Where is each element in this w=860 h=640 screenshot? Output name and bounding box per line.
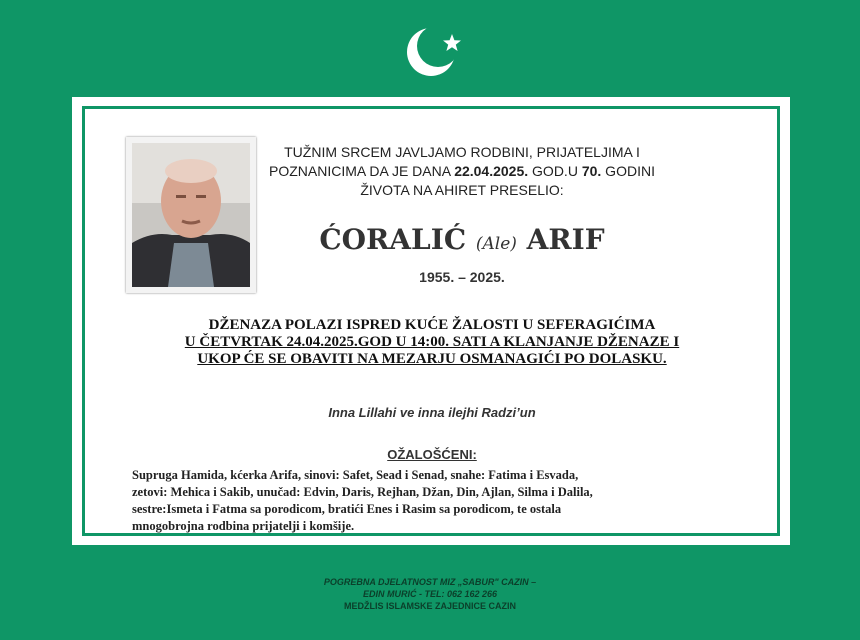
funeral-line-1: DŽENAZA POLAZI ISPRED KUĆE ŽALOSTI U SEFERAGIĆIMA — [208, 317, 656, 333]
mourners-title: OŽALOŠĆENI: — [387, 447, 477, 462]
intro-line-2-end: GODINI — [601, 163, 655, 179]
crescent-star-icon — [405, 22, 461, 78]
first-name: ARIF — [526, 223, 605, 256]
intro-line-3: ŽIVOTA NA AHIRET PRESELIO: — [360, 182, 564, 198]
life-years: 1955. – 2025. — [419, 269, 505, 285]
funeral-line-2: U ČETVRTAK 24.04.2025.GOD U 14:00. SATI A KLANJANJE DŽENAZE I — [184, 334, 680, 350]
age: 70. — [581, 163, 602, 179]
funeral-info — [112, 317, 752, 368]
funeral-service-footer — [230, 576, 630, 612]
funeral-line-3: UKOP ĆE SE OBAVITI NA MEZARJU OSMANAGIĆI PO DOLASKU. — [197, 351, 667, 367]
surname: ĆORALIĆ — [319, 223, 467, 256]
deceased-photo — [126, 137, 256, 293]
intro-line-1: TUŽNIM SRCEM JAVLJAMO RODBINI, PRIJATELJIMA I — [284, 144, 640, 160]
footer-line-1: POGREBNA DJELATNOST MIZ „SABUR" CAZIN – — [323, 577, 537, 587]
mourners-line-4: mnogobrojna rodbina prijatelji i komšije. — [132, 519, 355, 533]
prayer-text: Inna Lillahi ve inna ilejhi Radzi’un — [328, 405, 536, 420]
footer-line-3: MEDŽLIS ISLAMSKE ZAJEDNICE CAZIN — [343, 601, 516, 611]
intro-line-2-mid: GOD.U — [528, 163, 582, 179]
announcement-text — [262, 143, 662, 200]
footer-line-2: EDIN MURIĆ - TEL: 062 162 266 — [362, 589, 498, 599]
mourners-list — [132, 467, 732, 535]
mourners-line-1: Supruga Hamida, kćerka Arifa, sinovi: Safet, Sead i Senad, snahe: Fatima i Esvada, — [132, 468, 579, 482]
nickname: (Ale) — [475, 234, 517, 254]
death-date: 22.04.2025. — [454, 163, 529, 179]
mourners-line-3: sestre:Ismeta i Fatma sa porodicom, bratići Enes i Rasim sa porodicom, te ostala — [132, 502, 562, 516]
mourners-line-2: zetovi: Mehica i Sakib, unučad: Edvin, Daris, Rejhan, Džan, Din, Ajlan, Silma i Dalila, — [132, 485, 593, 499]
deceased-name — [262, 223, 662, 256]
obituary-card — [72, 97, 790, 545]
intro-line-2-start: POZNANICIMA DA JE DANA — [269, 163, 455, 179]
intro-line-2 — [262, 162, 662, 181]
